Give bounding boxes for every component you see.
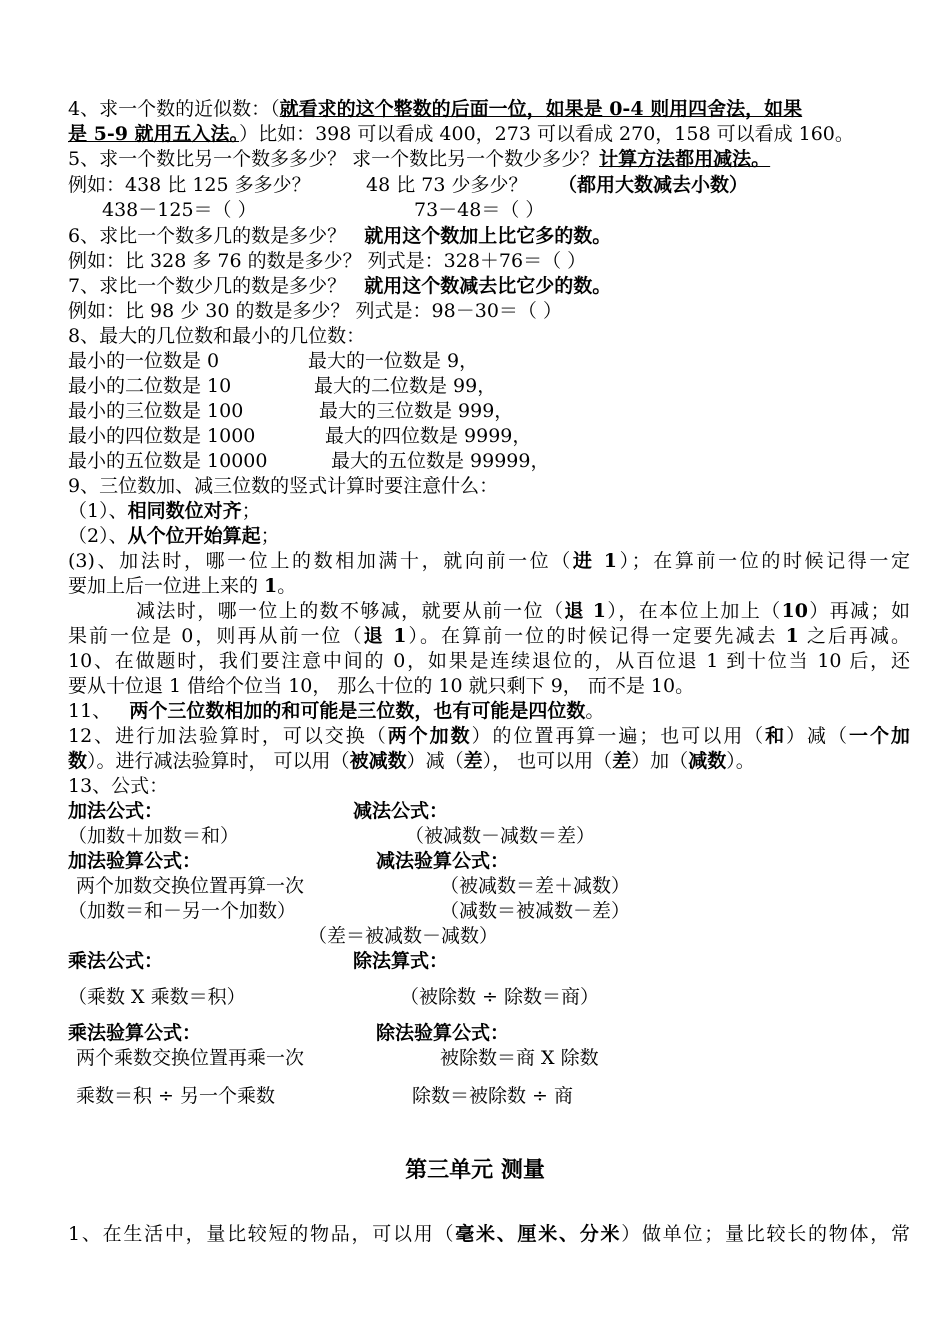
item-5-line-1 xyxy=(68,147,910,172)
emphasis-text: 和 xyxy=(765,725,787,747)
max-text: 最大的三位数是 999， xyxy=(319,400,514,422)
item-10-line-1: 10、在做题时，我们要注意中间的 0，如果是连续退位的，从百位退 1 到十位当 10 后，还 xyxy=(68,650,910,672)
min-text: 最小的三位数是 100 xyxy=(68,400,244,422)
text: 11、 xyxy=(68,700,112,722)
min-text: 最小的四位数是 1000 xyxy=(68,425,256,447)
text: ）；在算前一位的时候记得一定 xyxy=(616,550,910,572)
emphasis-text: 1 xyxy=(264,575,278,597)
add-formula: （加数＋加数＝和） xyxy=(68,825,240,847)
item-4-line-2 xyxy=(68,122,910,147)
text: 4、求一个数的近似数：（ xyxy=(68,98,280,120)
div-check-heading: 除法验算公式： xyxy=(376,1022,510,1044)
max-text: 最大的五位数是 99999， xyxy=(331,450,550,472)
item-5-calc-a: 438－125＝（ ） xyxy=(102,199,257,221)
add-check-heading: 加法验算公式： xyxy=(68,850,202,872)
max-text: 最大的四位数是 9999， xyxy=(325,425,532,447)
text: 。 xyxy=(585,700,605,722)
mul-formula-heading: 乘法公式： xyxy=(68,950,164,972)
item-6-line-1 xyxy=(68,224,910,249)
text: 7、求比一个数少几的数是多少？ xyxy=(68,275,347,297)
item-9-point-4-line-1 xyxy=(136,599,910,624)
text: ； xyxy=(241,500,261,522)
text: 要加上后一位进上来的 xyxy=(68,575,265,597)
emphasis-text: 两个加数 xyxy=(387,725,472,747)
text: ）做单位；量比较长的物体，常 xyxy=(621,1223,910,1245)
emphasis-text: 数 xyxy=(68,750,88,772)
emphasis-text: 退 1 xyxy=(564,600,607,622)
item-7-example: 例如：比 98 少 30 的数是多少？ 列式是：98－30＝（ ） xyxy=(68,300,562,322)
text: ）再减；如 xyxy=(807,600,910,622)
emphasis-text: 就看求的这个整数的后面一位，如果是 0-4 则用四舍法，如果 xyxy=(279,98,803,120)
sub-check-heading: 减法验算公式： xyxy=(376,850,510,872)
text: ）减（ xyxy=(786,725,849,747)
text: ）的位置再算一遍；也可以用（ xyxy=(471,725,766,747)
text: ）比如：398 可以看成 400，273 可以看成 270，158 可以看成 160。 xyxy=(239,123,854,145)
text: 12、进行加法验算时，可以交换（ xyxy=(68,725,388,747)
text: （2）、 xyxy=(68,525,128,547)
emphasis-text: 是 5-9 就用五入法。 xyxy=(68,123,240,145)
item-5-note: （都用大数减去小数） xyxy=(558,174,749,196)
text: 例如：438 比 125 多多少？ xyxy=(68,174,311,196)
min-text: 最小的二位数是 10 xyxy=(68,375,232,397)
item-8-row-1 xyxy=(68,349,910,374)
sub-check-1: （被减数＝差＋减数） xyxy=(440,875,631,897)
emphasis-text: 计算方法都用减法。 xyxy=(599,148,771,170)
div-formula: （被除数 ÷ 除数＝商） xyxy=(400,986,599,1008)
text: ）。 xyxy=(726,750,755,772)
text: ； xyxy=(260,525,280,547)
emphasis-text: 差 xyxy=(612,750,632,772)
unit-3-title: 第三单元 测量 xyxy=(405,1157,545,1183)
emphasis-text: 就用这个数减去比它少的数。 xyxy=(364,275,612,297)
mul-formula: （乘数 X 乘数＝积） xyxy=(68,986,246,1008)
emphasis-text: 两个三位数相加的和可能是三位数，也有可能是四位数 xyxy=(129,700,586,722)
text: 之后再减。 xyxy=(798,625,910,647)
item-8-row-3 xyxy=(68,399,910,424)
mul-check-1: 两个乘数交换位置再乘一次 xyxy=(76,1047,305,1069)
item-9-point-3-line-1 xyxy=(68,549,910,574)
emphasis-text: 差 xyxy=(463,750,483,772)
max-text: 最大的一位数是 9， xyxy=(308,350,479,372)
text: ）减（ xyxy=(406,750,464,772)
item-8-row-5 xyxy=(68,449,910,474)
sub-formula: （被减数－减数＝差） xyxy=(405,825,596,847)
text: 5、求一个数比另一个数多多少？ 求一个数比另一个数少多少？ xyxy=(68,148,600,170)
text: （1）、 xyxy=(68,500,128,522)
emphasis-text: 毫米、厘米、分米 xyxy=(455,1223,622,1245)
emphasis-text: 相同数位对齐 xyxy=(127,500,242,522)
item-12-line-1 xyxy=(68,724,910,749)
unit-3-item-1-line-1 xyxy=(68,1222,910,1247)
sub-check-2: （减数＝被减数－差） xyxy=(440,900,631,922)
div-check-1: 被除数＝商 X 除数 xyxy=(440,1047,599,1069)
text: 1、在生活中，量比较短的物品，可以用（ xyxy=(68,1223,456,1245)
emphasis-text: 减数 xyxy=(688,750,727,772)
item-13-title: 13、公式： xyxy=(68,775,169,797)
item-12-line-2 xyxy=(68,749,910,774)
text: 减法时，哪一位上的数不够减，就要从前一位（ xyxy=(136,600,565,622)
item-9-point-4-line-2 xyxy=(68,624,910,649)
max-text: 最大的二位数是 99， xyxy=(314,375,497,397)
sub-formula-heading: 减法公式： xyxy=(353,800,449,822)
item-8-row-2 xyxy=(68,374,910,399)
text: ），在本位上加上（ xyxy=(606,600,782,622)
item-9-point-2 xyxy=(68,524,910,549)
text: ）， 也可以用（ xyxy=(482,750,613,772)
emphasis-text: 退 1 xyxy=(363,625,407,647)
mul-check-2: 乘数＝积 ÷ 另一个乘数 xyxy=(76,1085,275,1107)
item-5-example-b: 48 比 73 少多少？ xyxy=(366,174,528,196)
min-text: 最小的五位数是 10000 xyxy=(68,450,268,472)
add-formula-heading: 加法公式： xyxy=(68,800,164,822)
emphasis-text: 进 1 xyxy=(572,550,617,572)
item-9-title: 9、三位数加、减三位数的竖式计算时要注意什么： xyxy=(68,475,499,497)
sub-check-3: （差＝被减数－减数） xyxy=(308,925,499,947)
item-7-line-1 xyxy=(68,274,910,299)
add-check-1: 两个加数交换位置再算一次 xyxy=(76,875,305,897)
item-11 xyxy=(68,699,910,724)
text: ）加（ xyxy=(631,750,689,772)
item-4-line-1 xyxy=(68,97,910,122)
item-8-row-4 xyxy=(68,424,910,449)
emphasis-text: 一个加 xyxy=(849,725,910,747)
text: (3)、加法时，哪一位上的数相加满十，就向前一位（ xyxy=(68,550,573,572)
emphasis-text: 从个位开始算起 xyxy=(127,525,261,547)
emphasis-text: 就用这个数加上比它多的数。 xyxy=(364,225,612,247)
emphasis-text: 10 xyxy=(781,600,808,622)
mul-check-heading: 乘法验算公式： xyxy=(68,1022,202,1044)
text: 果前一位是 0，则再从前一位（ xyxy=(68,625,364,647)
add-check-2: （加数＝和－另一个加数） xyxy=(68,900,297,922)
item-9-point-1 xyxy=(68,499,910,524)
emphasis-text: 1 xyxy=(785,625,799,647)
item-9-point-3-line-2 xyxy=(68,574,910,599)
emphasis-text: 被减数 xyxy=(349,750,407,772)
text: 6、求比一个数多几的数是多少？ xyxy=(68,225,347,247)
div-check-2: 除数＝被除数 ÷ 商 xyxy=(412,1085,573,1107)
text: ）。进行减法验算时， 可以用（ xyxy=(87,750,350,772)
text: ）。在算前一位的时候记得一定要先减去 xyxy=(406,625,786,647)
item-6-example: 例如：比 328 多 76 的数是多少？ 列式是：328＋76＝（ ） xyxy=(68,250,587,272)
text: 。 xyxy=(277,575,297,597)
div-formula-heading: 除法算式： xyxy=(353,950,449,972)
item-5-calc-b: 73－48＝（ ） xyxy=(414,199,545,221)
min-text: 最小的一位数是 0 xyxy=(68,350,220,372)
item-10-line-2: 要从十位退 1 借给个位当 10， 那么十位的 10 就只剩下 9， 而不是 10。 xyxy=(68,675,695,697)
item-8-title: 8、最大的几位数和最小的几位数： xyxy=(68,325,366,347)
